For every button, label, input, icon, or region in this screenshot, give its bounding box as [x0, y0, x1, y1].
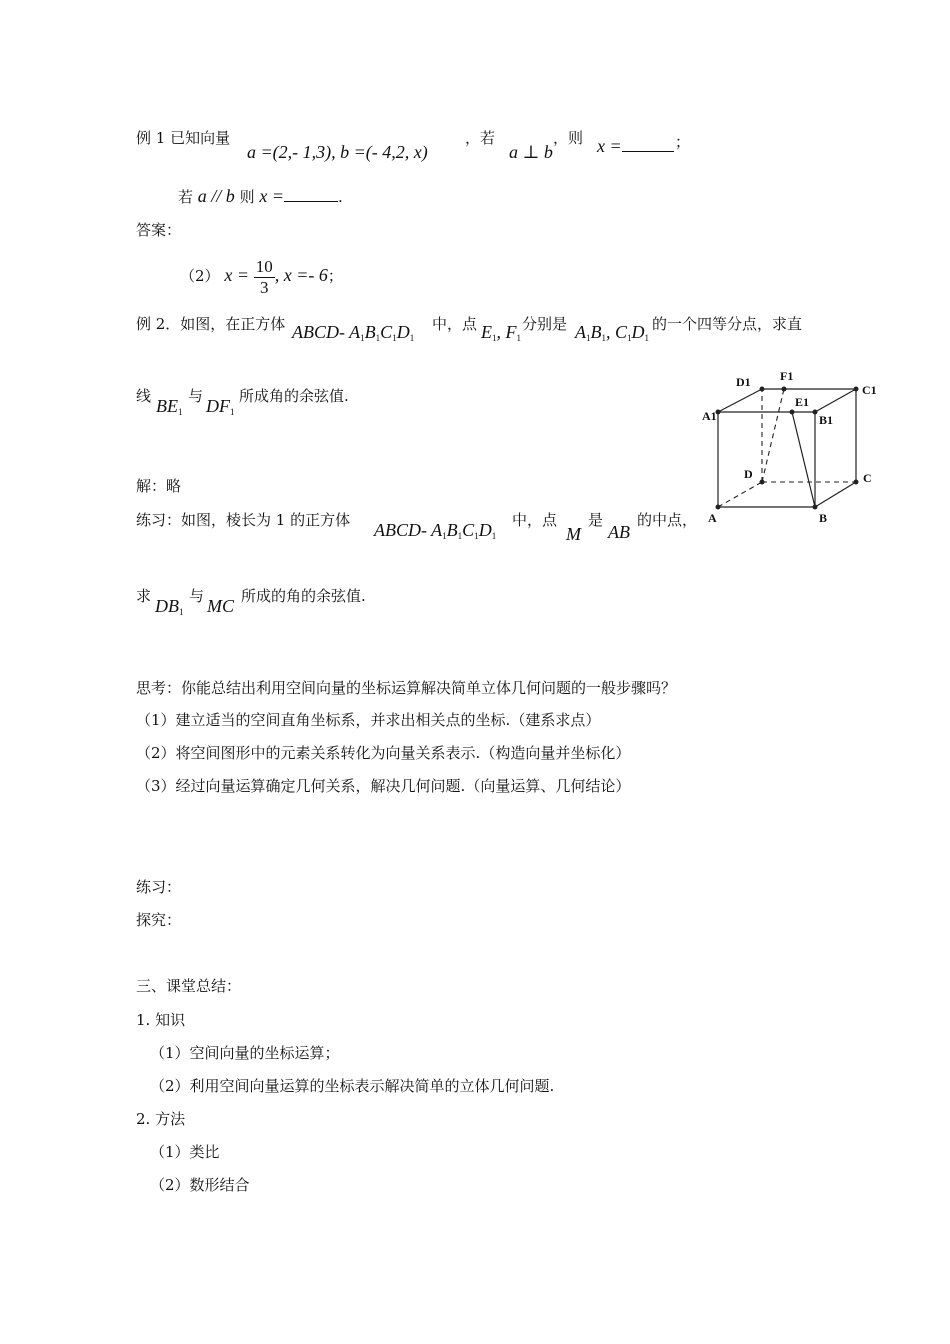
example1-line1: [136, 128, 230, 148]
example1-x-eq: x =: [597, 136, 674, 156]
example1-semicolon: ；: [675, 133, 691, 151]
example2-line2-start: 线: [136, 387, 152, 405]
practice1-seg1: $DB_1$: [155, 596, 184, 617]
label-d: D: [744, 467, 753, 481]
label-f1: F1: [780, 369, 794, 383]
vertex-d: [760, 480, 765, 485]
explore-label: 探究：: [136, 911, 182, 929]
label-c: C: [863, 471, 872, 485]
practice1-intro: 练习：如图，棱长为 1 的正方体: [136, 511, 351, 529]
solution: 解：略: [136, 477, 182, 495]
practice1-is: 是: [588, 511, 604, 529]
label-a1: A1: [702, 409, 717, 423]
think-step3: （3）经过向量运算确定几何关系，解决几何问题.（向量运算、几何结论）: [136, 777, 631, 795]
think-step1: （1）建立适当的空间直角坐标系，并求出相关点的坐标.（建系求点）: [136, 711, 601, 729]
practice1-tail: 的中点，: [637, 511, 698, 529]
answer-line: （2） x = $\frac{10}{3}$ , x =- 6；: [180, 256, 343, 297]
example2-seg1: $BE_1$: [156, 396, 183, 417]
answer-label: 答案：: [136, 221, 182, 239]
edge-a-d: [718, 482, 762, 507]
example1-then: ，则: [553, 129, 584, 147]
vertex-a: [716, 505, 721, 510]
practice1-seg2: MC: [207, 596, 234, 616]
think-step2: （2）将空间图形中的元素关系转化为向量关系表示.（构造向量并坐标化）: [136, 744, 631, 762]
answer-blank-2: [284, 201, 338, 202]
example1-if: ，若: [465, 129, 496, 147]
example2-tail: 的一个四等分点，求直: [652, 315, 803, 333]
example2-yu: 与: [188, 387, 204, 405]
practice2-label: 练习：: [136, 878, 182, 896]
summary-k2: （2）利用空间向量运算的坐标表示解决简单的立体几何问题.: [150, 1077, 555, 1095]
example2-line2-end: 所成角的余弦值.: [239, 387, 349, 405]
vertex-c1: [854, 387, 859, 392]
practice1-line2-start: 求: [136, 587, 152, 605]
summary-m2: （2）数形结合: [150, 1176, 250, 1194]
practice1-mid: 中，点: [512, 511, 558, 529]
vertex-b: [813, 505, 818, 510]
label-b1: B1: [819, 413, 834, 427]
example1-vectors: a =(2,- 1,3), b =(- 4,2, x): [247, 142, 428, 162]
answer-fraction: $\frac{10}{3}$: [255, 256, 273, 297]
example1-line2: 若 a // b 则 x = .: [178, 186, 343, 206]
edge-a1-d1: [718, 389, 762, 412]
summary-k1: （1）空间向量的坐标运算；: [150, 1044, 340, 1062]
example2-cube-name: ABCD- $A_1B_1C_1D_1$: [292, 322, 415, 343]
summary-method: 2. 方法: [136, 1110, 186, 1128]
edge-b-c: [815, 482, 856, 507]
label-a: A: [708, 511, 717, 525]
example1-parallel-condition: a // b: [197, 186, 235, 206]
practice1-cube-name: ABCD- $A_1B_1C_1D_1$: [374, 520, 497, 541]
label-c1: C1: [862, 383, 877, 397]
practice1-line2-end: 所成的角的余弦值.: [241, 587, 366, 605]
example2-seg2: $DF_1$: [206, 396, 235, 417]
think-question: 思考：你能总结出利用空间向量的坐标运算解决简单立体几何问题的一般步骤吗？: [136, 679, 677, 697]
example2-line1: 例 2．如图，在正方体: [136, 315, 286, 333]
practice1-edge: AB: [608, 522, 630, 542]
vertex-c: [854, 480, 859, 485]
example2-mid2: 分别是: [522, 315, 568, 333]
practice1-point: M: [566, 524, 581, 544]
example2-points: $E_1$, $F_1$: [481, 322, 521, 343]
summary-title: 三、课堂总结：: [136, 977, 242, 995]
edge-b1-c1: [815, 389, 856, 412]
vertex-e1: [790, 410, 795, 415]
segment-d-f1: [762, 389, 784, 482]
summary-m1: （1）类比: [150, 1143, 220, 1161]
vertex-f1: [782, 387, 787, 392]
label-e1: E1: [795, 395, 810, 409]
vertex-b1: [813, 410, 818, 415]
example1-intro: 例 1 已知向量: [136, 129, 231, 147]
cube-figure: [700, 362, 880, 532]
segment-b-e1: [792, 412, 815, 507]
example2-mid: 中，点: [432, 315, 478, 333]
example2-edges: $A_1B_1$, $C_1D_1$: [575, 322, 650, 343]
label-b: B: [819, 511, 828, 525]
summary-knowledge: 1. 知识: [136, 1011, 186, 1029]
answer-blank-1: [622, 151, 674, 152]
vertex-d1: [760, 387, 765, 392]
practice1-yu: 与: [189, 587, 205, 605]
example1-perp-condition: a ⊥ b: [509, 142, 553, 162]
label-d1: D1: [736, 375, 751, 389]
